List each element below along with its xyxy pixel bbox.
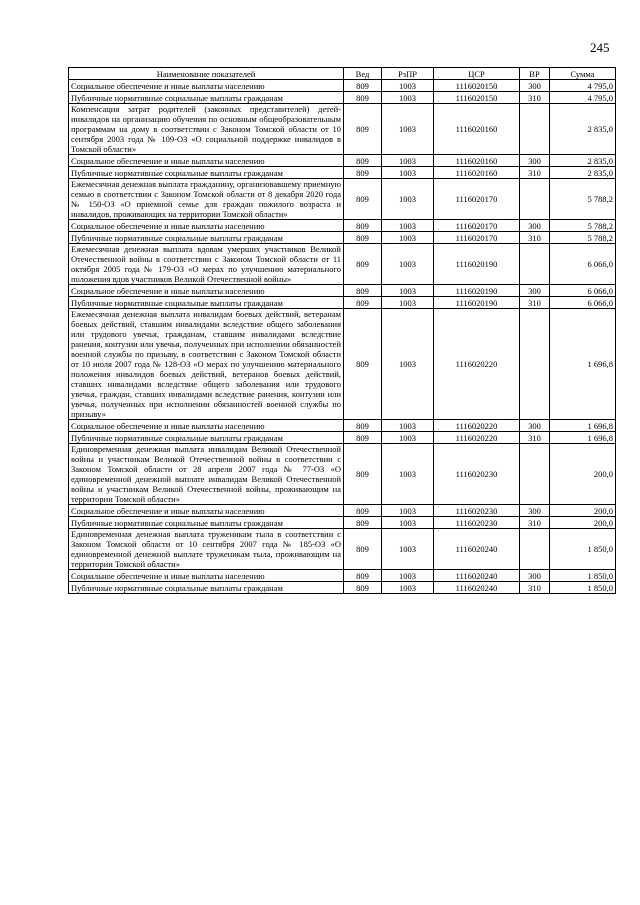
cell-name: Единовременная денежная выплата труженикам тыла в соответствии с Законом Томской области от 10 сентября 2007 года № 185-ОЗ «О единовременной денежной выплате труженикам тыла, проживающим на территории Томской области»: [69, 529, 344, 570]
cell-csr: 1116020170: [434, 220, 520, 232]
cell-name: Социальное обеспечение и иные выплаты населению: [69, 220, 344, 232]
cell-name: Компенсация затрат родителей (законных представителей) детей-инвалидов на организацию обучения по основным общеобразовательным программам на дому в соответствии с Законом Томской области от 10 сентября 2003 года № 109-ОЗ «О социальной поддержке инвалидов в Томской области»: [69, 104, 344, 155]
cell-rzpr: 1003: [382, 220, 434, 232]
cell-vr: 310: [520, 582, 550, 594]
cell-csr: 1116020190: [434, 285, 520, 297]
cell-vr: 310: [520, 297, 550, 309]
table-row: [69, 297, 616, 309]
cell-sum: 2 835,0: [550, 167, 616, 179]
cell-vr: 300: [520, 155, 550, 167]
header-csr: ЦСР: [434, 68, 520, 80]
table-row: [69, 220, 616, 232]
cell-name: Социальное обеспечение и иные выплаты населению: [69, 570, 344, 582]
header-sum: Сумма: [550, 68, 616, 80]
table-row: [69, 432, 616, 444]
cell-csr: 1116020240: [434, 582, 520, 594]
cell-name: Единовременная денежная выплата инвалидам Великой Отечественной войны и участникам Великой Отечественной войны в соответствии с Законом Томской области от 28 апреля 2007 года № 77-ОЗ «О единовременной денежной выплате инвалидам Великой Отечественной войны и участникам Великой Отечественной войны, проживающим на территории Томской области»: [69, 444, 344, 505]
cell-sum: 6 066,0: [550, 244, 616, 285]
cell-rzpr: 1003: [382, 179, 434, 220]
cell-name: Публичные нормативные социальные выплаты гражданам: [69, 232, 344, 244]
table-row: [69, 285, 616, 297]
cell-csr: 1116020230: [434, 517, 520, 529]
cell-sum: 1 850,0: [550, 529, 616, 570]
page-number: 245: [590, 40, 610, 55]
cell-sum: 4 795,0: [550, 80, 616, 92]
cell-csr: 1116020150: [434, 80, 520, 92]
cell-rzpr: 1003: [382, 570, 434, 582]
table-row: [69, 570, 616, 582]
cell-name: Публичные нормативные социальные выплаты гражданам: [69, 432, 344, 444]
cell-sum: 200,0: [550, 505, 616, 517]
cell-ved: 809: [344, 505, 382, 517]
cell-ved: 809: [344, 167, 382, 179]
cell-vr: 300: [520, 570, 550, 582]
cell-csr: 1116020190: [434, 297, 520, 309]
cell-ved: 809: [344, 570, 382, 582]
cell-csr: 1116020190: [434, 244, 520, 285]
cell-rzpr: 1003: [382, 297, 434, 309]
cell-rzpr: 1003: [382, 582, 434, 594]
cell-ved: 809: [344, 420, 382, 432]
table-row: [69, 244, 616, 285]
table-row: [69, 420, 616, 432]
cell-ved: 809: [344, 582, 382, 594]
cell-ved: 809: [344, 232, 382, 244]
cell-csr: 1116020220: [434, 432, 520, 444]
table-row: [69, 80, 616, 92]
cell-ved: 809: [344, 309, 382, 420]
cell-rzpr: 1003: [382, 92, 434, 104]
cell-csr: 1116020160: [434, 104, 520, 155]
cell-csr: 1116020150: [434, 92, 520, 104]
cell-csr: 1116020170: [434, 232, 520, 244]
cell-rzpr: 1003: [382, 432, 434, 444]
cell-ved: 809: [344, 80, 382, 92]
cell-rzpr: 1003: [382, 167, 434, 179]
cell-sum: 1 696,8: [550, 309, 616, 420]
cell-name: Социальное обеспечение и иные выплаты населению: [69, 420, 344, 432]
cell-sum: 6 066,0: [550, 285, 616, 297]
cell-rzpr: 1003: [382, 309, 434, 420]
cell-ved: 809: [344, 285, 382, 297]
table-row: [69, 505, 616, 517]
table-body: [69, 80, 616, 594]
cell-sum: 2 835,0: [550, 104, 616, 155]
cell-ved: 809: [344, 444, 382, 505]
cell-name: Публичные нормативные социальные выплаты гражданам: [69, 582, 344, 594]
cell-ved: 809: [344, 297, 382, 309]
header-rzpr: РзПР: [382, 68, 434, 80]
cell-csr: 1116020220: [434, 420, 520, 432]
cell-name: Публичные нормативные социальные выплаты гражданам: [69, 517, 344, 529]
cell-sum: 1 696,8: [550, 432, 616, 444]
table-row: [69, 582, 616, 594]
cell-rzpr: 1003: [382, 529, 434, 570]
cell-name: Публичные нормативные социальные выплаты гражданам: [69, 92, 344, 104]
cell-ved: 809: [344, 155, 382, 167]
cell-name: Ежемесячная денежная выплата инвалидам боевых действий, ветеранам боевых действий, ставшим инвалидами вследствие общего заболевания или трудового увечья, гражданам, ставшим инвалидами вследствие ранения, контузии или увечья, полученных при исполнении обязанностей военной службы по призыву, в соответствии с Законом Томской области от 10 июля 2007 года № 128-ОЗ «О мерах по улучшению материального положения инвалидов боевых действий, ветеранов боевых действий, ставших инвалидами вследствие общего заболевания или трудового увечья, граждан, ставших инвалидами вследствие ранения, контузии или увечья, полученных при исполнении обязанностей военной службы по призыву»: [69, 309, 344, 420]
cell-vr: 300: [520, 80, 550, 92]
cell-rzpr: 1003: [382, 244, 434, 285]
cell-name: Социальное обеспечение и иные выплаты населению: [69, 505, 344, 517]
cell-ved: 809: [344, 104, 382, 155]
table-row: [69, 309, 616, 420]
cell-rzpr: 1003: [382, 517, 434, 529]
table-header-row: [69, 68, 616, 80]
table-row: [69, 104, 616, 155]
table-row: [69, 179, 616, 220]
cell-rzpr: 1003: [382, 285, 434, 297]
cell-sum: 1 850,0: [550, 582, 616, 594]
table-row: [69, 92, 616, 104]
cell-sum: 200,0: [550, 444, 616, 505]
cell-vr: [520, 104, 550, 155]
cell-vr: 300: [520, 420, 550, 432]
cell-sum: 200,0: [550, 517, 616, 529]
cell-rzpr: 1003: [382, 444, 434, 505]
cell-csr: 1116020240: [434, 570, 520, 582]
cell-vr: 300: [520, 285, 550, 297]
cell-rzpr: 1003: [382, 80, 434, 92]
cell-sum: 1 850,0: [550, 570, 616, 582]
cell-csr: 1116020170: [434, 179, 520, 220]
cell-vr: [520, 179, 550, 220]
cell-ved: 809: [344, 529, 382, 570]
cell-name: Публичные нормативные социальные выплаты гражданам: [69, 297, 344, 309]
cell-csr: 1116020220: [434, 309, 520, 420]
cell-name: Публичные нормативные социальные выплаты гражданам: [69, 167, 344, 179]
table-row: [69, 517, 616, 529]
cell-vr: [520, 444, 550, 505]
cell-vr: 310: [520, 432, 550, 444]
table-row: [69, 232, 616, 244]
cell-sum: 5 788,2: [550, 220, 616, 232]
cell-vr: 310: [520, 517, 550, 529]
cell-name: Социальное обеспечение и иные выплаты населению: [69, 155, 344, 167]
cell-vr: 300: [520, 220, 550, 232]
cell-sum: 1 696,8: [550, 420, 616, 432]
cell-name: Ежемесячная денежная выплата гражданину, организовавшему приемную семью в соответствии с Законом Томской области от 8 декабря 2020 года № 150-ОЗ «О приемной семье для граждан пожилого возраста и инвалидов, проживающих на территории Томской области»: [69, 179, 344, 220]
cell-vr: [520, 244, 550, 285]
cell-vr: 310: [520, 92, 550, 104]
cell-rzpr: 1003: [382, 420, 434, 432]
cell-name: Социальное обеспечение и иные выплаты населению: [69, 80, 344, 92]
cell-name: Ежемесячная денежная выплата вдовам умерших участников Великой Отечественной войны в соответствии с Законом Томской области от 11 октября 2005 года № 179-ОЗ «О мерах по улучшению материального положения вдов участников Великой Отечественной войны»: [69, 244, 344, 285]
cell-sum: 5 788,2: [550, 232, 616, 244]
header-vr: ВР: [520, 68, 550, 80]
header-name: Наименование показателей: [69, 68, 344, 80]
cell-csr: 1116020160: [434, 155, 520, 167]
cell-sum: 4 795,0: [550, 92, 616, 104]
cell-sum: 6 066,0: [550, 297, 616, 309]
cell-ved: 809: [344, 179, 382, 220]
cell-csr: 1116020160: [434, 167, 520, 179]
cell-rzpr: 1003: [382, 505, 434, 517]
cell-ved: 809: [344, 92, 382, 104]
cell-name: Социальное обеспечение и иные выплаты населению: [69, 285, 344, 297]
cell-csr: 1116020230: [434, 505, 520, 517]
cell-ved: 809: [344, 244, 382, 285]
cell-sum: 2 835,0: [550, 155, 616, 167]
cell-vr: 300: [520, 505, 550, 517]
cell-vr: [520, 309, 550, 420]
cell-vr: 310: [520, 167, 550, 179]
cell-rzpr: 1003: [382, 104, 434, 155]
cell-sum: 5 788,2: [550, 179, 616, 220]
cell-ved: 809: [344, 517, 382, 529]
cell-rzpr: 1003: [382, 232, 434, 244]
cell-csr: 1116020240: [434, 529, 520, 570]
header-ved: Вед: [344, 68, 382, 80]
cell-vr: 310: [520, 232, 550, 244]
cell-ved: 809: [344, 220, 382, 232]
cell-csr: 1116020230: [434, 444, 520, 505]
cell-vr: [520, 529, 550, 570]
table-row: [69, 155, 616, 167]
cell-rzpr: 1003: [382, 155, 434, 167]
table-row: [69, 167, 616, 179]
table-row: [69, 529, 616, 570]
cell-ved: 809: [344, 432, 382, 444]
budget-table: [68, 67, 616, 594]
table-row: [69, 444, 616, 505]
